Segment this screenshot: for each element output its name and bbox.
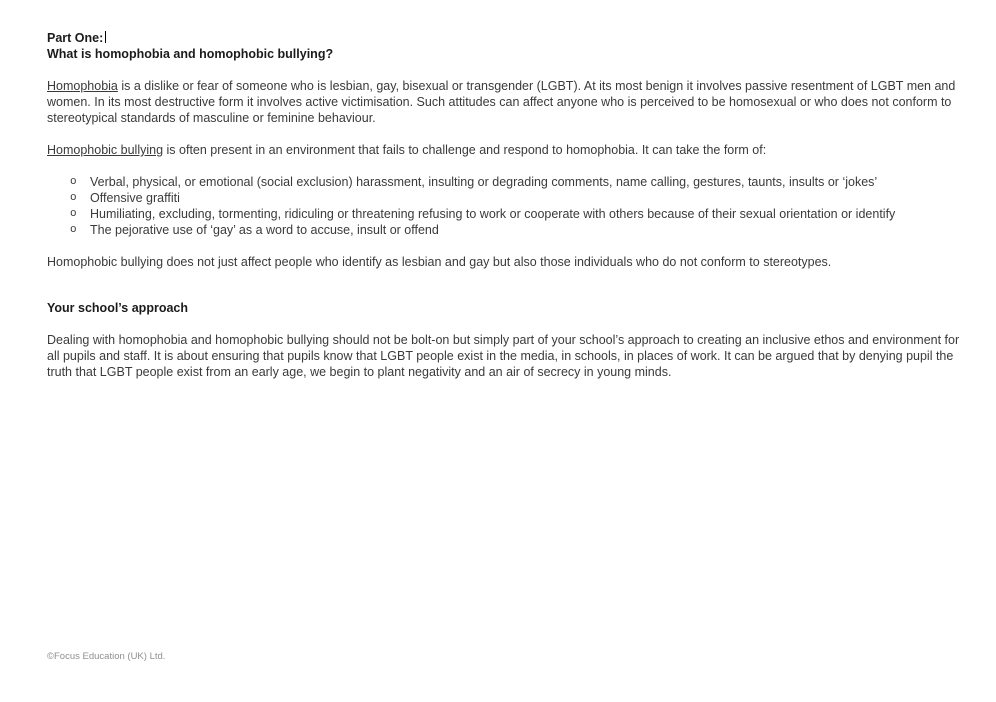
list-item [47,190,960,206]
bullet-marker-icon: o [70,176,77,188]
part-title-text: Part One: [47,31,104,45]
homophobia-term: Homophobia [47,79,118,93]
bullet-text-pejorative-gay: The pejorative use of ‘gay’ as a word to accuse, insult or offend [90,223,439,237]
list-item [47,206,960,222]
paragraph-school-approach: Dealing with homophobia and homophobic bullying should not be bolt-on but simply part of your school’s approach to creating an inclusive ethos and environment for all pupils and staff. It is about ensuring that pupils know that LGBT people exist in the media, in schools, in places of work. It can be argued that by denying pupil the truth that LGBT people exist from an early age, we begin to plant negativity and an air of secrecy in young minds. [47,333,960,379]
paragraph-homophobia [47,78,960,126]
homophobia-definition: is a dislike or fear of someone who is lesbian, gay, bisexual or transgender (LGBT). At its most benign it involves passive resentment of LGBT men and women. In its most destructive form it involves active victimisation. Such attitudes can affect anyone who is perceived to be homosexual or who does not conform to stereotypical standards of masculine or feminine behaviour. [47,79,956,125]
paragraph-affect-stereotypes: Homophobic bullying does not just affect people who identify as lesbian and gay but also those individuals who do not conform to stereotypes. [47,255,832,269]
bullet-marker-icon: o [70,192,77,204]
homophobic-bullying-definition: is often present in an environment that fails to challenge and respond to homophobia. It can take the form of: [163,143,767,157]
section-heading-school-approach: Your school’s approach [47,301,188,315]
list-item [47,222,960,238]
part-title [47,30,960,46]
bullet-marker-icon: o [70,224,77,236]
bullet-text-humiliating: Humiliating, excluding, tormenting, ridiculing or threatening refusing to work or cooperate with others because of their sexual orientation or identify [90,207,896,221]
paragraph-homophobic-bullying [47,142,960,158]
question-title: What is homophobia and homophobic bullying? [47,47,334,61]
homophobic-bullying-term: Homophobic bullying [47,143,164,157]
bullet-text-offensive-graffiti: Offensive graffiti [90,191,180,205]
bullet-text-verbal-harassment: Verbal, physical, or emotional (social exclusion) harassment, insulting or degrading comments, name calling, gestures, taunts, insults or ‘jokes’ [90,175,878,189]
document-content [47,30,960,380]
bullet-list [47,174,960,238]
bullet-marker-icon: o [70,208,77,220]
footer-copyright: ©Focus Education (UK) Ltd. [47,651,166,662]
list-item [47,174,960,190]
text-cursor [105,31,106,43]
